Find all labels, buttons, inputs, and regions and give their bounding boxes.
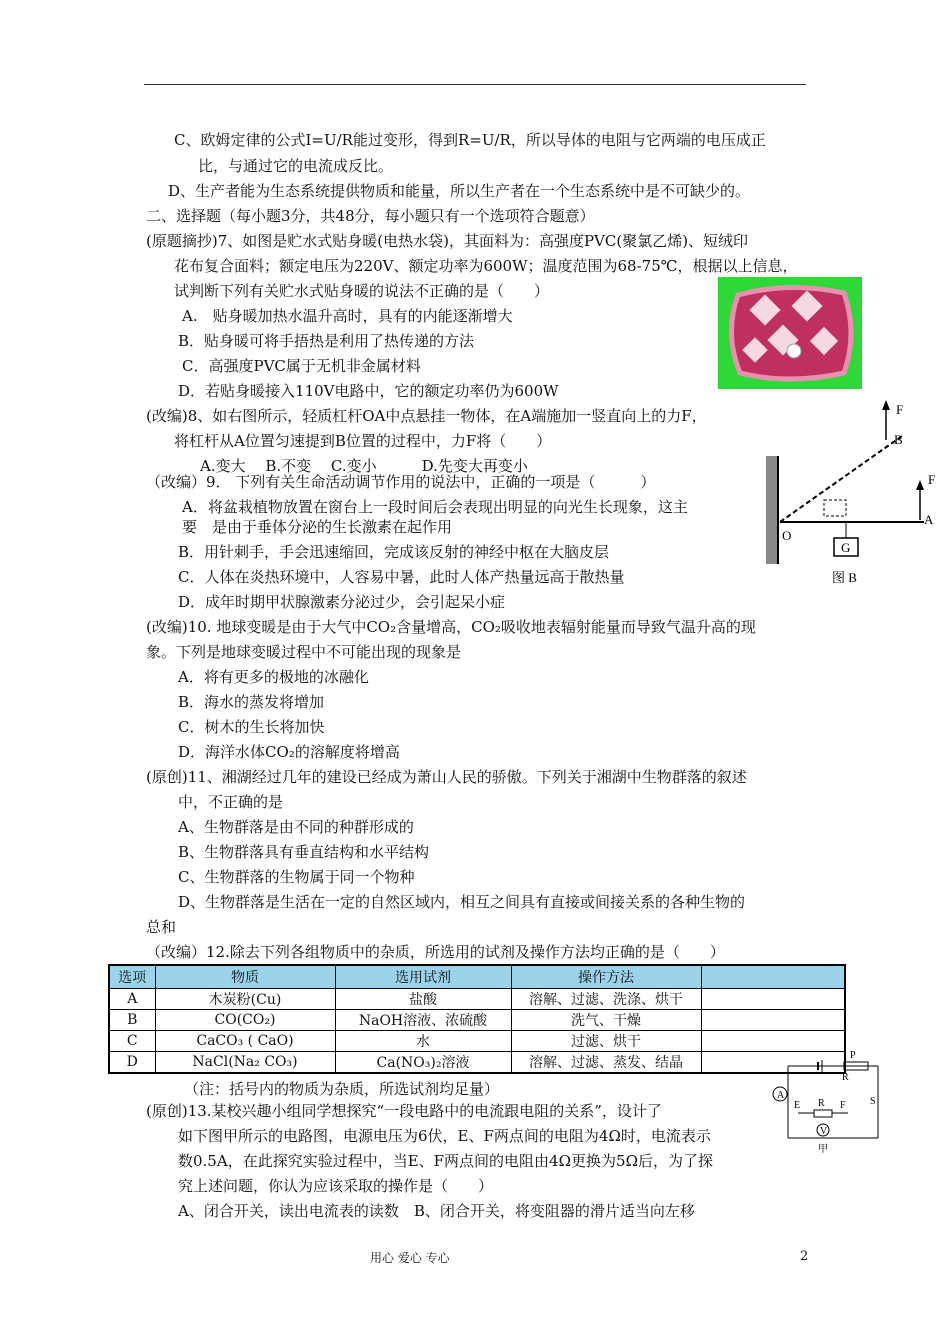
text-line: D、生产者能为生态系统提供物质和能量，所以生产者在一个生态系统中是不可缺少的。 [168,182,751,200]
text-line: B．海水的蒸发将增加 [178,693,325,711]
table-cell: 溶解、过滤、洗涤、烘干 [511,989,701,1010]
table-cell: D [109,1052,155,1074]
text-line: A．将有更多的极地的冰融化 [178,668,369,686]
circuit-label-f: F [840,1100,846,1111]
circuit-label-a: A [777,1090,785,1101]
table-cell: 溶解、过滤、蒸发、结晶 [511,1052,701,1074]
text-line: C．高强度PVC属于无机非金属材料 [182,357,421,375]
table-cell [701,989,845,1010]
table-header-row [109,965,845,989]
text-line: 二、选择题（每小题3分，共48分，每小题只有一个选项符合题意） [146,207,595,225]
text-line: (改编)10. 地球变暖是由于大气中CO₂含量增高，CO₂吸收地表辐射能量而导致气温升高的现 [146,618,756,636]
text-line: D．若贴身暖接入110V电路中，它的额定功率仍为600W [178,382,559,400]
text-line: (改编)8、如右图所示，轻质杠杆OA中点悬挂一物体，在A端施加一竖直向上的力F， [146,407,707,425]
text-line: (原创)11、湘湖经过几年的建设已经成为萧山人民的骄傲。下列关于湘湖中生物群落的叙述 [146,768,747,786]
table-cell: NaOH溶液、浓硫酸 [335,1010,511,1031]
circuit-label-r: R [818,1098,825,1109]
table-cell: 盐酸 [335,989,511,1010]
text-line: 究上述问题，你认为应该采取的操作是（ ） [178,1177,494,1195]
text-line: C、欧姆定律的公式I=U/R能过变形，得到R=U/R，所以导体的电阻与它两端的电压成正 [174,131,766,149]
table-header-cell: 操作方法 [511,965,701,989]
lever-label-f-top: F [896,402,904,417]
text-line: 总和 [146,918,177,936]
text-line: B、生物群落具有垂直结构和水平结构 [178,843,430,861]
lever-label-b: B [894,432,903,447]
lever-figure [762,398,950,598]
table-cell: 水 [335,1031,511,1052]
text-line: D、生物群落是生活在一定的自然区域内，相互之间具有直接或间接关系的各种生物的 [178,893,746,911]
text-line: 将杠杆从A位置匀速提到B位置的过程中，力F将（ ） [174,432,552,450]
hand-warmer-photo [718,277,862,389]
table-cell [701,1052,845,1074]
table-cell [701,1031,845,1052]
text-line: B．用针刺手，手会迅速缩回，完成该反射的神经中枢在大脑皮层 [178,543,610,561]
text-line: （注：括号内的物质为杂质，所选试剂均足量） [184,1080,500,1098]
text-line: (原题摘抄)7、如图是贮水式贴身暖(电热水袋)，其面料为：高强度PVC(聚氯乙烯)、短绒印 [146,232,749,250]
table-header-cell: 选项 [109,965,155,989]
text-line: A. 贴身暖加热水温升高时，具有的内能逐渐增大 [182,307,513,325]
text-line: 试判断下列有关贮水式贴身暖的说法不正确的是（ ） [174,282,550,300]
circuit-label-p: P [850,1050,856,1061]
table-cell: Ca(NO₃)₂溶液 [335,1052,511,1074]
reagent-table [108,964,846,1074]
text-line: D．海洋水体CO₂的溶解度将增高 [178,743,400,761]
lever-label-o: O [782,528,792,543]
table-header-cell: 物质 [155,965,335,989]
lever-label-a: A [924,512,934,527]
table-cell: NaCl(Na₂ CO₃) [155,1052,335,1074]
circuit-label-e: E [794,1100,801,1111]
text-line: 中，不正确的是 [178,793,284,811]
text-line: （改编）9． 下列有关生命活动调节作用的说法中，正确的一项是（ ） [146,473,656,491]
table-row [109,989,845,1010]
table-cell: CaCO₃ ( CaO) [155,1031,335,1052]
table-row [109,1010,845,1031]
text-line: (原创)13.某校兴趣小组同学想探究“一段电路中的电流跟电阻的关系”，设计了 [146,1102,662,1120]
table-header-cell [701,965,845,989]
text-line: C．树木的生长将加快 [178,718,325,736]
text-line: A.变大 B.不变 C.变小 D.先变大再变小 [200,457,528,475]
lever-label-f: F [928,472,936,487]
circuit-label-r-top: R [842,1072,849,1083]
table-row [109,1052,845,1074]
text-line: C．人体在炎热环境中，人容易中暑，此时人体产热量远高于散热量 [178,568,625,586]
text-line: 比，与通过它的电流成反比。 [198,157,394,175]
table-cell: 木炭粉(Cu) [155,989,335,1010]
text-line: A．将盆栽植物放置在窗台上一段时间后会表现出明显的向光生长现象，这主 [182,498,688,516]
text-line: A、闭合开关，读出电流表的读数 B、闭合开关，将变阻器的滑片适当向左移 [178,1202,695,1220]
page-number: 2 [800,1249,809,1264]
table-cell [701,1010,845,1031]
table-cell: B [109,1010,155,1031]
table-cell: CO(CO₂) [155,1010,335,1031]
table-cell: 洗气、干燥 [511,1010,701,1031]
lever-caption: 图 B [832,570,857,585]
text-line: D．成年时期甲状腺激素分泌过少，会引起呆小症 [178,593,506,611]
table-cell: C [109,1031,155,1052]
table-cell: A [109,989,155,1010]
lever-label-g: G [841,540,851,555]
header-rule [144,84,806,85]
text-line: 花布复合面料；额定电压为220V、额定功率为600W；温度范围为68-75℃，根据以上信息， [174,257,798,275]
circuit-label-v: V [820,1126,828,1137]
table-header-cell: 选用试剂 [335,965,511,989]
footer-slogan: 用心 爱心 专心 [370,1251,450,1265]
circuit-label-s: S [870,1096,876,1107]
text-line: （改编）12.除去下列各组物质中的杂质，所选用的试剂及操作方法均正确的是（ ） [146,943,725,961]
text-line: A、生物群落是由不同的种群形成的 [178,818,414,836]
text-line: B．贴身暖可将手捂热是利用了热传递的方法 [178,332,475,350]
text-line: 象。下列是地球变暖过程中不可能出现的现象是 [146,643,462,661]
table-cell: 过滤、烘干 [511,1031,701,1052]
text-line: C、生物群落的生物属于同一个物种 [178,868,415,886]
text-line: 要 是由于垂体分泌的生长激素在起作用 [182,518,453,536]
circuit-caption: 甲 [818,1144,828,1155]
text-line: 如下图甲所示的电路图，电源电压为6伏，E、F两点间的电阻为4Ω时，电流表示 [178,1127,711,1145]
table-row [109,1031,845,1052]
text-line: 数0.5A，在此探究实验过程中，当E、F两点间的电阻由4Ω更换为5Ω后，为了探 [178,1152,714,1170]
